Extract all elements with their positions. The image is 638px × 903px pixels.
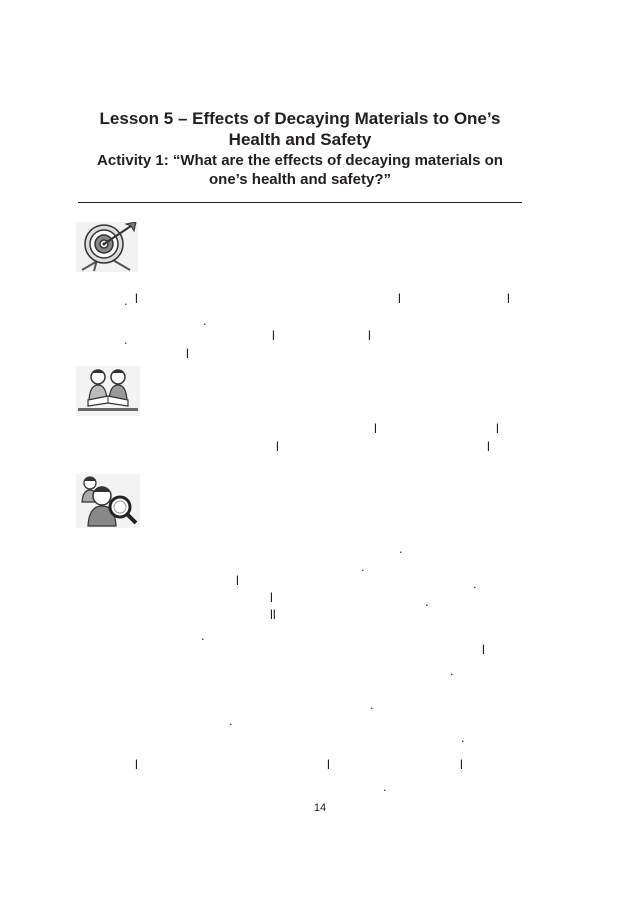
title-divider [78, 202, 522, 203]
magnifier-inspector-icon [76, 474, 140, 528]
text-mark: l [374, 421, 377, 436]
activity-title-line-1: Activity 1: “What are the effects of decaying materials on [97, 152, 503, 169]
text-mark: . [201, 628, 205, 643]
text-mark: ll [270, 607, 276, 622]
text-mark: . [399, 541, 403, 556]
lesson-title-line-2: Health and Safety [228, 130, 372, 149]
text-mark: . [383, 779, 387, 794]
target-icon [76, 222, 138, 272]
text-mark: l [482, 642, 485, 657]
text-mark: . [361, 559, 365, 574]
text-mark: . [229, 713, 233, 728]
text-mark: . [461, 730, 465, 745]
text-mark: . [450, 663, 454, 678]
text-mark: l [135, 291, 138, 306]
text-mark: l [460, 757, 463, 772]
text-mark: l [272, 328, 275, 343]
text-mark: l [368, 328, 371, 343]
text-mark: l [487, 439, 490, 454]
text-mark: . [124, 293, 128, 308]
text-mark: l [135, 757, 138, 772]
text-mark: . [425, 594, 429, 609]
page-number: 14 [313, 802, 327, 814]
text-mark: . [203, 313, 207, 328]
students-reading-icon [76, 366, 140, 416]
text-mark: l [270, 590, 273, 605]
text-mark: . [370, 697, 374, 712]
text-mark: l [236, 573, 239, 588]
text-mark: . [124, 332, 128, 347]
lesson-title-line-1: Lesson 5 – Effects of Decaying Materials to One’s [99, 109, 501, 128]
text-mark: l [276, 439, 279, 454]
activity-title-line-2: one’s health and safety?” [209, 171, 391, 188]
text-mark: l [186, 346, 189, 361]
text-mark: l [496, 421, 499, 436]
text-mark: l [327, 757, 330, 772]
text-mark: l [507, 291, 510, 306]
text-mark: l [398, 291, 401, 306]
text-mark: . [473, 576, 477, 591]
